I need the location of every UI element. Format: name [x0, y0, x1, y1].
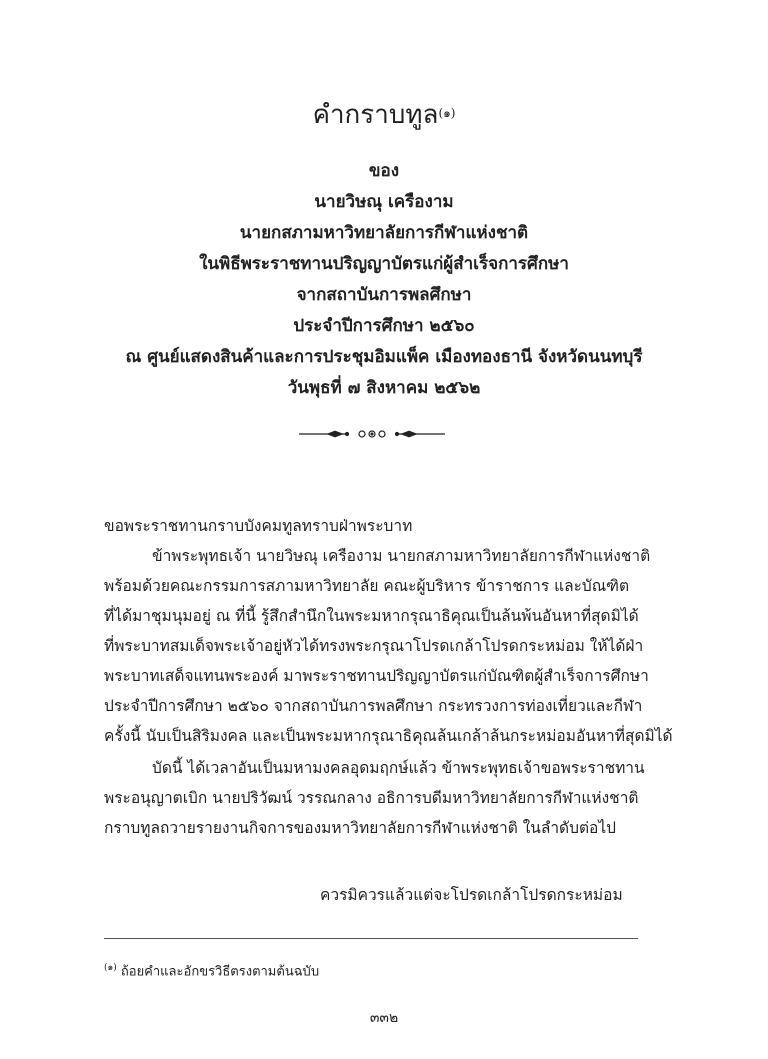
header-line: นายวิษณุ เครืองาม	[314, 192, 454, 212]
paragraph-line: ข้าพระพุทธเจ้า นายวิษณุ เครืองาม นายกสภามหาวิทยาลัยการกีฬาแห่งชาติ	[152, 547, 651, 565]
header-line: ประจำปีการศึกษา ๒๕๖๐	[293, 316, 475, 336]
header-block	[0, 156, 768, 404]
paragraph-line: กราบทูลถวายรายงานกิจการของมหาวิทยาลัยการกีฬาแห่งชาติ ในลำดับต่อไป	[104, 819, 616, 837]
paragraph-line: ที่พระบาทสมเด็จพระเจ้าอยู่หัวได้ทรงพระกรุณาโปรดเกล้าโปรดกระหม่อม ให้ได้ฝ่า	[104, 637, 644, 655]
ornament-divider-icon	[297, 424, 447, 444]
page-number: ๓๓๒	[369, 1010, 399, 1026]
paragraph-line: พระอนุญาตเบิก นายปริวัฒน์ วรรณกลาง อธิการบดีมหาวิทยาลัยการกีฬาแห่งชาติ	[104, 789, 639, 807]
salutation: ขอพระราชทานกราบบังคมทูลทราบฝ่าพระบาท	[104, 517, 413, 535]
paragraph-line: ที่ได้มาชุมนุมอยู่ ณ ที่นี้ รู้สึกสำนึกในพระมหากรุณาธิคุณเป็นล้นพ้นอันหาที่สุดมิได้	[104, 607, 639, 625]
paragraph-line: พระบาทเสด็จแทนพระองค์ มาพระราชทานปริญญาบัตรแก่บัณฑิตผู้สำเร็จการศึกษา	[104, 667, 649, 685]
footnote	[104, 957, 319, 983]
paragraph-1	[104, 541, 673, 751]
header-line: ณ ศูนย์แสดงสินค้าและการประชุมอิมแพ็ค เมืองทองธานี จังหวัดนนทบุรี	[125, 347, 643, 367]
header-line: ของ	[368, 161, 400, 181]
footnote-divider	[104, 938, 638, 939]
header-line: วันพุธที่ ๗ สิงหาคม ๒๕๖๒	[287, 378, 481, 398]
header-line: จากสถาบันการพลศึกษา	[296, 285, 472, 305]
title-footnote-marker: (๑)	[438, 106, 456, 120]
closing-phrase: ควรมิควรแล้วแต่จะโปรดเกล้าโปรดกระหม่อม	[320, 886, 623, 904]
header-line: ในพิธีพระราชทานปริญญาบัตรแก่ผู้สำเร็จการศึกษา	[199, 254, 569, 274]
paragraph-line: พร้อมด้วยคณะกรรมการสภามหาวิทยาลัย คณะผู้บริหาร ข้าราชการ และบัณฑิต	[104, 577, 630, 595]
paragraph-2	[104, 753, 645, 843]
header-line: นายกสภามหาวิทยาลัยการกีฬาแห่งชาติ	[239, 223, 529, 243]
paragraph-line: บัดนี้ ได้เวลาอันเป็นมหามงคลอุดมฤกษ์แล้ว ข้าพระพุทธเจ้าขอพระราชทาน	[152, 759, 645, 777]
paragraph-line: ครั้งนี้ นับเป็นสิริมงคล และเป็นพระมหากรุณาธิคุณล้นเกล้าล้นกระหม่อมอันหาที่สุดมิได้	[104, 727, 673, 745]
title-text: คำกราบทูล	[312, 100, 439, 130]
footnote-text: ถ้อยคำและอักขรวิธีตรงตามต้นฉบับ	[120, 964, 320, 980]
document-title	[0, 98, 768, 132]
paragraph-line: ประจำปีการศึกษา ๒๕๖๐ จากสถาบันการพลศึกษา กระทรวงการท่องเที่ยวและกีฬา	[104, 697, 643, 715]
footnote-marker: (๑)	[104, 963, 117, 973]
